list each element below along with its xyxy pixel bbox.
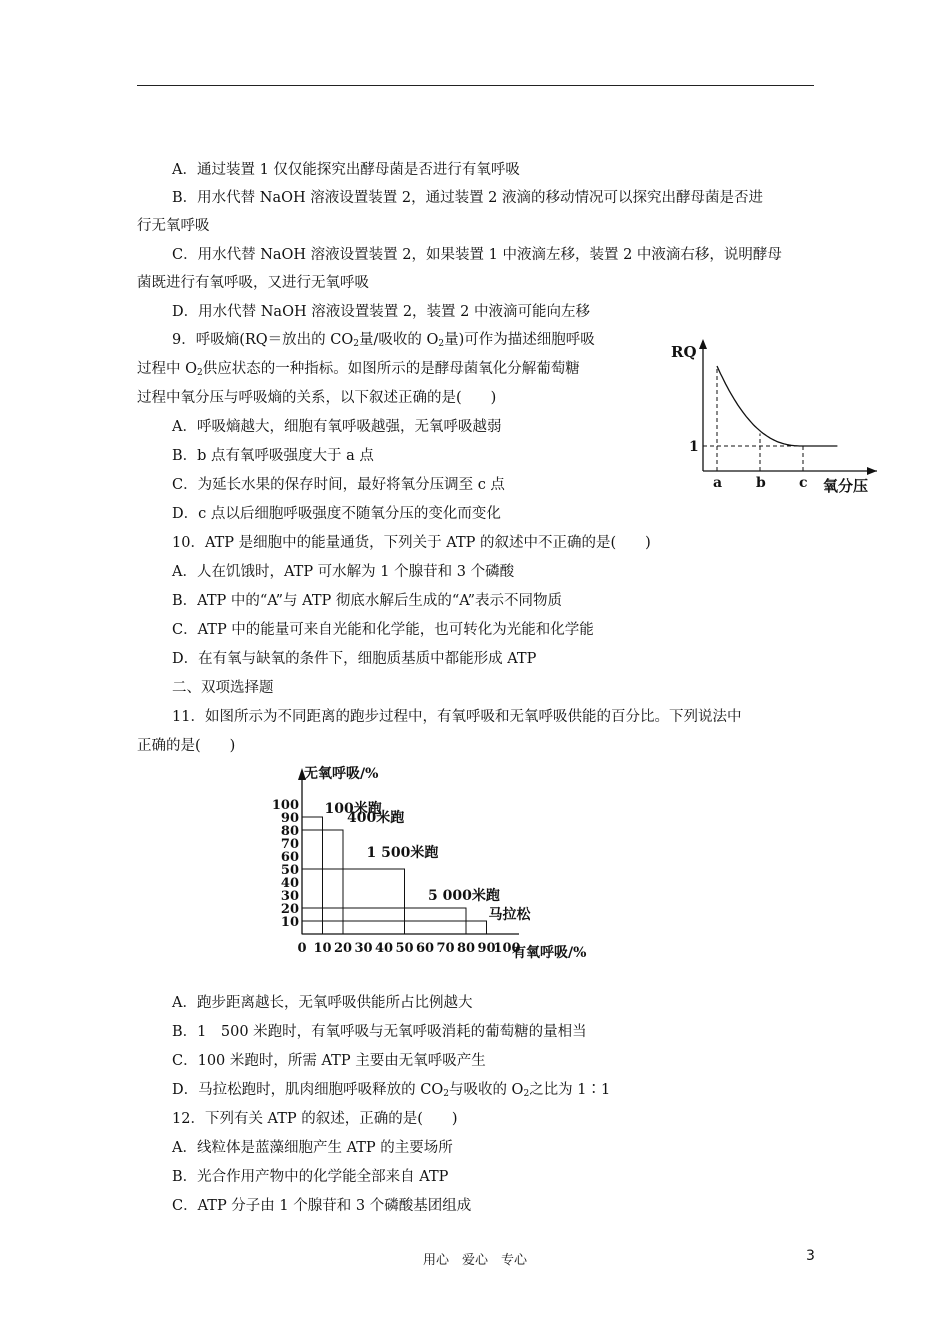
q9-option-d: D．c 点以后细胞呼吸强度不随氧分压的变化而变化 [172, 506, 501, 522]
q10-option-d: D．在有氧与缺氧的条件下，细胞质基质中都能形成 ATP [172, 651, 537, 667]
rq-y-tick-label: 1 [689, 439, 699, 455]
rq-curve [717, 366, 837, 446]
run-x-label: 有氧呼吸/% [512, 945, 587, 961]
q8-option-c-line2: 菌既进行有氧呼吸，又进行无氧呼吸 [137, 275, 369, 291]
run-y-tick-90: 90 [280, 811, 299, 826]
run-y-tick-10: 10 [280, 915, 299, 930]
run-y-tick-20: 20 [280, 902, 299, 917]
rq-x-label: 氧分压 [823, 477, 869, 495]
q12-option-c: C．ATP 分子由 1 个腺苷和 3 个磷酸基团组成 [172, 1198, 472, 1214]
run-y-tick-40: 40 [280, 876, 299, 891]
rq-point-label-b: b [756, 475, 766, 491]
run-x-tick-20: 20 [333, 941, 353, 956]
run-x-tick-60: 60 [415, 941, 435, 956]
run-label-2: 1 500米跑 [366, 845, 439, 861]
q8-option-b-line1: B．用水代替 NaOH 溶液设置装置 2，通过装置 2 液滴的移动情况可以探究出酵母菌是否进 [172, 190, 764, 206]
q10-option-b: B．ATP 中的“A”与 ATP 彻底水解后生成的“A”表示不同物质 [172, 593, 563, 609]
q9-stem-line2: 过程中 $O_2$供应状态的一种指标。如图所示的是酵母菌氧化分解葡萄糖 [137, 361, 580, 378]
run-x-tick-80: 80 [456, 941, 476, 956]
run-y-tick-30: 30 [280, 889, 299, 904]
q10-stem: 10．ATP 是细胞中的能量通货，下列关于 ATP 的叙述中不正确的是( ) [172, 535, 651, 551]
run-label-0: 100米跑 [324, 801, 382, 817]
rq-chart [665, 335, 890, 500]
run-y-label: 无氧呼吸/% [304, 766, 379, 782]
run-region-2 [302, 869, 405, 934]
run-y-tick-80: 80 [280, 824, 299, 839]
run-x-tick-70: 70 [436, 941, 455, 956]
run-x-tick-50: 50 [395, 941, 414, 956]
page-number: 3 [806, 1248, 815, 1264]
q8-option-c-line1: C．用水代替 NaOH 溶液设置装置 2，如果装置 1 中液滴左移，装置 2 中液滴右移，说明酵母 [172, 247, 782, 263]
run-label-3: 5 000米跑 [428, 888, 500, 904]
run-region-0 [302, 817, 323, 934]
q8-option-a: A．通过装置 1 仅仅能探究出酵母菌是否进行有氧呼吸 [172, 162, 520, 178]
run-y-tick-60: 60 [280, 850, 299, 865]
q9-option-b: B．b 点有氧呼吸强度大于 a 点 [172, 448, 374, 464]
run-x-tick-0: 0 [297, 941, 307, 956]
running-energy-chart [262, 762, 622, 972]
run-x-tick-100: 100 [493, 941, 521, 956]
run-x-tick-30: 30 [354, 941, 373, 956]
q11-option-c: C．100 米跑时，所需 ATP 主要由无氧呼吸产生 [172, 1053, 486, 1069]
run-y-tick-100: 100 [271, 798, 299, 813]
rq-y-label: RQ [671, 343, 697, 361]
rq-point-label-a: a [713, 475, 723, 491]
footer-text: 用心 爱心 专心 [422, 1253, 527, 1268]
run-label-4: 马拉松 [488, 907, 531, 923]
q12-stem: 12．下列有关 ATP 的叙述，正确的是( ) [172, 1111, 458, 1127]
q11-option-d: D．马拉松跑时，肌肉细胞呼吸释放的 $CO_2$与吸收的 $O_2$之比为 1∶1 [172, 1082, 611, 1099]
rq-point-label-c: c [799, 475, 808, 491]
q11-option-b: B．1 500 米跑时，有氧呼吸与无氧呼吸消耗的葡萄糖的量相当 [172, 1024, 587, 1040]
header-rule [137, 85, 814, 86]
run-y-tick-50: 50 [280, 863, 299, 878]
q8-option-d: D．用水代替 NaOH 溶液设置装置 2，装置 2 中液滴可能向左移 [172, 304, 590, 320]
q11-stem-line2: 正确的是( ) [137, 738, 236, 754]
run-region-4 [302, 921, 487, 934]
q10-option-a: A．人在饥饿时，ATP 可水解为 1 个腺苷和 3 个磷酸 [172, 564, 515, 580]
q8-option-b-line2: 行无氧呼吸 [137, 218, 210, 234]
q10-option-c: C．ATP 中的能量可来自光能和化学能，也可转化为光能和化学能 [172, 622, 594, 638]
q9-stem-line1: 9．呼吸熵(RQ＝放出的 $CO_2$量/吸收的 $O_2$量)可作为描述细胞呼吸 [172, 332, 595, 349]
q11-option-a: A．跑步距离越长，无氧呼吸供能所占比例越大 [172, 995, 473, 1011]
rq-x-arrow [867, 467, 877, 475]
q12-option-b: B．光合作用产物中的化学能全部来自 ATP [172, 1169, 449, 1185]
run-x-tick-40: 40 [374, 941, 394, 956]
run-x-tick-10: 10 [313, 941, 332, 956]
run-x-tick-90: 90 [477, 941, 496, 956]
q9-option-c: C．为延长水果的保存时间，最好将氧分压调至 c 点 [172, 477, 505, 493]
q9-option-a: A．呼吸熵越大，细胞有氧呼吸越强，无氧呼吸越弱 [172, 419, 502, 435]
run-label-1: 400米跑 [347, 810, 405, 826]
rq-y-arrow [699, 339, 707, 349]
q9-stem-line3: 过程中氧分压与呼吸熵的关系，以下叙述正确的是( ) [137, 390, 497, 406]
q11-stem-line1: 11．如图所示为不同距离的跑步过程中，有氧呼吸和无氧呼吸供能的百分比。下列说法中 [172, 709, 742, 725]
section-heading: 二、双项选择题 [172, 680, 274, 696]
run-y-tick-70: 70 [280, 837, 299, 852]
q12-option-a: A．线粒体是蓝藻细胞产生 ATP 的主要场所 [172, 1140, 453, 1156]
